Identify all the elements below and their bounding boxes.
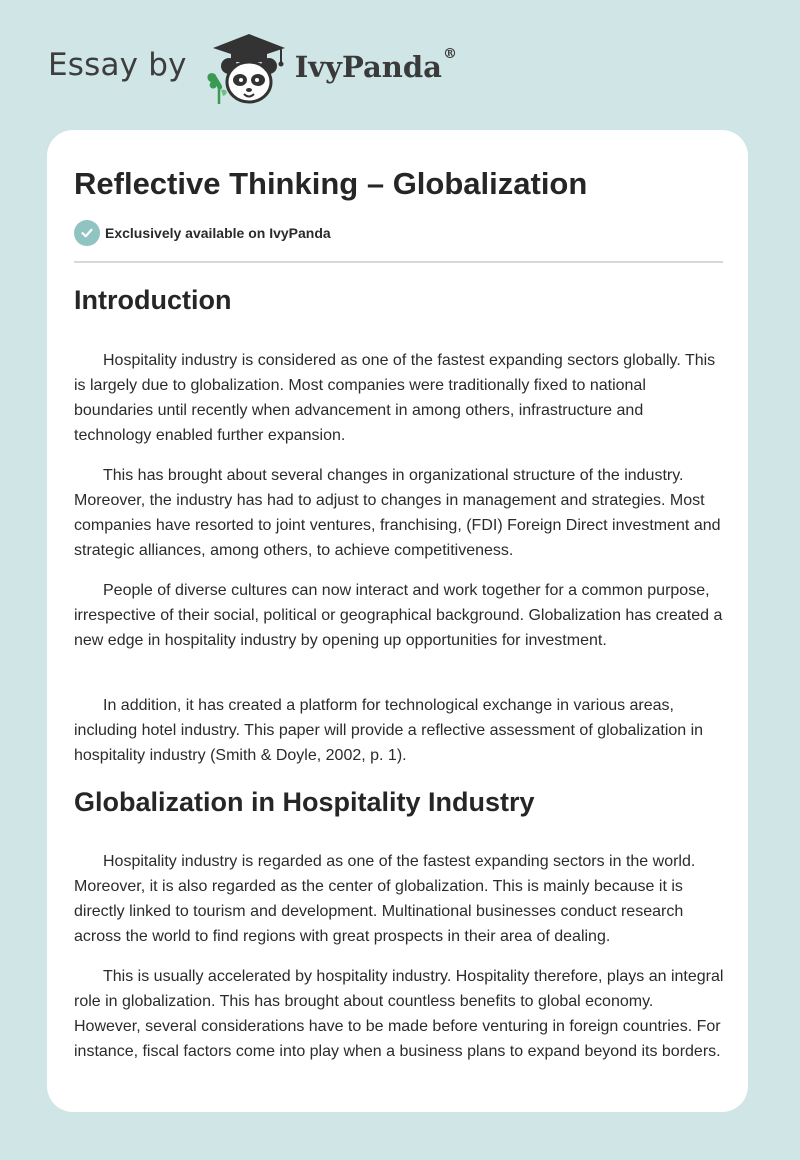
paragraph: People of diverse cultures can now interact and work together for a common purpose, irrespective of their social, political or geographical background. Globalization has created a new edge in hospitality industry by opening up opportunities for investment. xyxy=(74,582,723,649)
paragraph: Hospitality industry is considered as one of the fastest expanding sectors globally. This is largely due to globalization. Most companies were traditionally fixed to national boundaries until recently when advancement in among others, infrastructure and technology enabled further expansion. xyxy=(74,352,716,444)
exclusive-badge-text: Exclusively available on IvyPanda xyxy=(105,225,331,241)
paragraph: In addition, it has created a platform for technological exchange in various areas, including hotel industry. This paper will provide a reflective assessment of globalization in hospitality industry (Smith & Doyle, 2002, p. 1). xyxy=(74,697,704,764)
brand-header xyxy=(48,30,457,110)
brand-name-text: IvyPanda xyxy=(294,50,442,84)
brand-prefix: Essay by xyxy=(48,47,187,83)
section-heading-introduction: Introduction xyxy=(74,285,232,315)
panda-logo-icon[interactable] xyxy=(201,30,291,110)
paragraph: Hospitality industry is regarded as one of the fastest expanding sectors in the world. Moreover, it is also regarded as the center of globalization. This is mainly because it is directly linked to tourism and development. Multinational businesses conduct research across the world to find regions with great prospects in their area of dealing. xyxy=(74,853,696,945)
check-icon xyxy=(74,220,100,246)
paragraph: This is usually accelerated by hospitality industry. Hospitality therefore, plays an integral role in globalization. This has brought about countless benefits to global economy. However, several considerations have to be made before venturing in foreign countries. For instance, fiscal factors come into play when a business plans to expand beyond its borders. xyxy=(74,968,724,1060)
section-heading-globalization: Globalization in Hospitality Industry xyxy=(74,787,535,817)
registered-mark: ® xyxy=(442,46,457,62)
exclusive-badge xyxy=(74,220,331,246)
brand-name[interactable] xyxy=(294,46,457,84)
paragraph: This has brought about several changes in organizational structure of the industry. Moreover, the industry has had to adjust to changes in management and strategies. Most companies have resorted to joint ventures, franchising, (FDI) Foreign Direct investment and strategic alliances, among others, to achieve competitiveness. xyxy=(74,467,721,559)
title-divider xyxy=(74,261,723,263)
essay-card xyxy=(47,130,748,1112)
essay-title: Reflective Thinking – Globalization xyxy=(74,166,588,201)
